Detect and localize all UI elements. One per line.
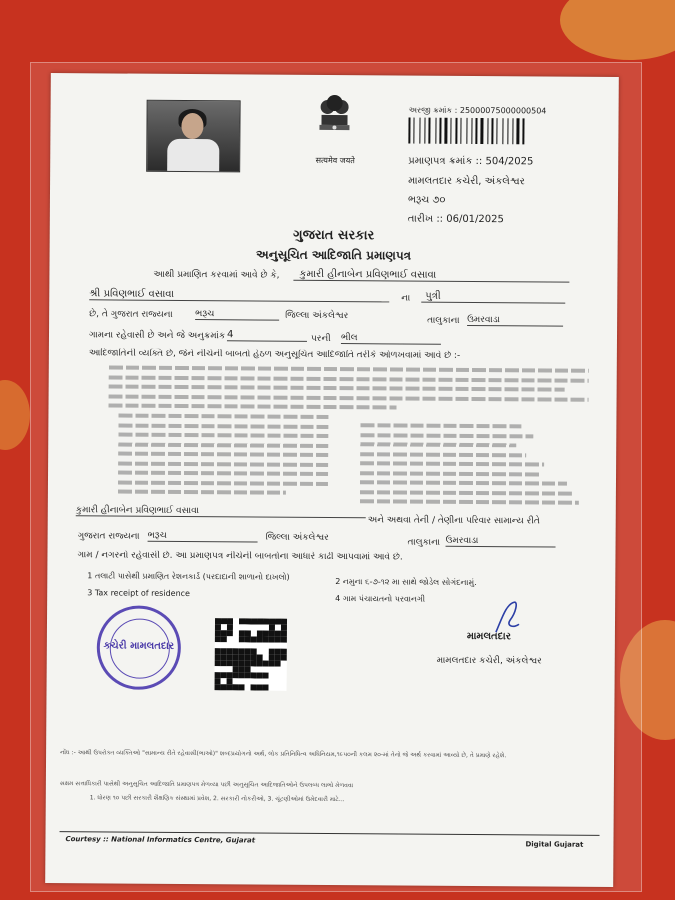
recognised-line: આદિજાતિની વ્યક્તિ છે, જેને નીચેની બાબતો હેઠળ અનુસૂચિત આદિજાતિ તરીકે ઓળખવામાં આવે છે :- <box>88 348 461 361</box>
barcode-bar <box>522 118 524 144</box>
note-1: નોંધ :- આથી ઉપરોક્ત વ્યક્તિઓ "સામાન્ય રીતે રહેવાસી(ભાઓ)" શબ્દપ્રયોગનો અર્થ, લોક પ્રતિનિધિત્વ અધિનિયમ,૧૯૫૦ની કલમ ૨૦-માં તેનો જે અર્થ કરવામાં આવ્યો છે, તે પ્રમાણે રહેશે. <box>60 749 507 760</box>
residence-taluka: અંકલેશ્વર <box>292 532 329 543</box>
certificate-number: પ્રમાણપત્ર ક્રમાંક :: 504/2025 <box>408 155 534 168</box>
certificate-title: અનુસૂચિત આદિજાતિ પ્રમાણપત્ર <box>256 247 412 263</box>
community: ભીલ <box>341 333 441 345</box>
barcode-bar <box>512 118 513 144</box>
issuing-office: મામલતદાર કચેરી, અંકલેશ્વર <box>408 175 525 188</box>
barcode-bar <box>419 118 420 144</box>
resident-prefix: છે, તે ગુજરાત રાજ્યના <box>89 309 173 320</box>
document-item-4: 4 ગામ પંચાયતનો પરવાનગી <box>335 594 426 604</box>
qr-module <box>281 685 287 691</box>
barcode-bar <box>504 118 506 144</box>
document-item-3: 3 Tax receipt of residence <box>87 588 191 599</box>
taluka-name: અંકલેશ્વર <box>312 310 349 322</box>
barcode-bar <box>448 118 449 144</box>
family-line: અને અથવા તેની / તેણીના પરિવાર સામાન્ય રીતે <box>367 515 540 527</box>
taluka-label: તાલુકાના <box>427 315 460 326</box>
basis-line: ગામ / નગરનો રહેવાસી છે. આ પ્રમાણપત્ર નીચેની બાબતોના આધારે કાઢી આપવામાં આવે છે. <box>77 550 403 563</box>
barcode-bar <box>450 118 451 144</box>
barcode-bar <box>424 118 425 144</box>
barcode-bar <box>458 118 459 144</box>
legal-provisions-left <box>118 414 329 501</box>
residence-taluka-label: તાલુકાના <box>407 537 441 548</box>
barcode-bar <box>435 118 436 144</box>
signatory-office: મામલતદાર કચેરી, અંકલેશ્વર <box>436 655 542 667</box>
document-item-2: 2 નમુના ૬-૭-૧૨ મા સાથે જોડેલ સોગંદનામું. <box>335 577 477 588</box>
certificate-document <box>45 73 619 887</box>
barcode-bar <box>471 118 472 144</box>
note-3: 1. ધોરણ ૧૦ પછી સરકારી શૈક્ષણિક સંસ્થામાં પ્રવેશ, 2. સરકારી નોકરીઓ, 3. ચૂંટણીઓમાં ઉમેદવારી માટે... <box>89 794 345 804</box>
barcode-bar <box>498 118 501 144</box>
barcode-bar <box>439 118 441 144</box>
serial-prefix: ગામના રહેવાસી છે અને જે અનુક્રમાંક <box>88 330 226 342</box>
barcode-bar <box>507 118 508 144</box>
qr-code <box>215 618 288 691</box>
village: ઉમરવાડા <box>467 315 563 327</box>
residence-prefix: ગુજરાત રાજ્યના <box>77 531 140 542</box>
barcode-bar <box>491 118 493 144</box>
applicant-name: કુમારી હીનાબેન પ્રવિણભાઈ વસાવા <box>293 269 569 283</box>
official-seal: કચેરી મામલતદાર <box>97 605 182 690</box>
barcode-bar <box>466 118 467 144</box>
barcode-bar <box>442 118 443 144</box>
intro-text: આથી પ્રમાણિત કરવામાં આવે છે કે, <box>153 269 280 281</box>
legal-provisions-right <box>360 423 591 510</box>
barcode-bar <box>431 118 434 144</box>
barcode-bar <box>413 118 414 144</box>
barcode-number: 25000075000000504 <box>459 105 547 116</box>
legal-provisions-list <box>108 365 588 416</box>
barcode-bar <box>408 118 410 144</box>
barcode-bar <box>444 118 447 144</box>
barcode-bar <box>520 118 521 144</box>
barcode-bar <box>489 118 490 144</box>
barcode-bar <box>473 118 474 144</box>
barcode-bar <box>455 118 457 144</box>
background-flower <box>0 380 30 450</box>
district-code: ભરૂચ ૭૦ <box>407 194 446 206</box>
holder-name: કુમારી હીનાબેન પ્રવિણભાઈ વસાવા <box>76 505 366 518</box>
barcode-bar <box>480 118 483 144</box>
serial-number: 4 <box>227 329 307 342</box>
parent-name: શ્રી પ્રવિણભાઈ વસાવા <box>89 288 389 302</box>
barcode-bar <box>421 118 423 144</box>
community-prefix: પરની <box>310 333 331 344</box>
barcode <box>408 118 566 145</box>
barcode-bar <box>478 118 479 144</box>
barcode-bar <box>462 118 465 144</box>
district-label: જિલ્લા અંકલેશ્વર <box>285 310 349 322</box>
barcode-bar <box>452 118 454 144</box>
note-2: સક્ષમ સત્તાધિકારી પાસેથી અનુસૂચિત આદિજાતિ પ્રમાણપત્ર મેળવ્યા પછી અનુસૂચિત આદિજાતિઓને ઉપલબ્ધ લાભો મેળવવા <box>59 780 354 790</box>
barcode-bar <box>494 118 495 144</box>
signatory-title: મામલતદાર <box>466 630 511 643</box>
barcode-bar <box>411 118 412 144</box>
background-flower <box>560 0 675 60</box>
barcode-bar <box>502 118 503 144</box>
digital-gujarat-text: Digital Gujarat <box>525 840 584 849</box>
barcode-bar <box>428 118 430 144</box>
residence-district-label: જિલ્લા અંકલેશ્વર <box>265 532 329 543</box>
ashoka-emblem-icon <box>315 93 353 155</box>
issue-date: તારીખ :: 06/01/2025 <box>407 213 504 226</box>
document-item-1: 1 તલાટી પાસેથી પ્રમાણિત રેશનકાર્ડ (પરદાદાની શાળાનો દાખલો) <box>87 571 290 582</box>
relation: પુત્રી <box>421 291 565 304</box>
government-title: ગુજરાત સરકાર <box>293 227 375 244</box>
barcode-label: અરજી ક્રમાંક : <box>408 105 458 115</box>
barcode-bar <box>475 118 477 144</box>
barcode-bar <box>426 118 427 144</box>
barcode-bar <box>415 118 418 144</box>
residence-village: ઉમરવાડા <box>446 536 556 548</box>
barcode-bar <box>460 118 461 144</box>
barcode-bar <box>516 118 519 144</box>
barcode-bar <box>437 118 438 144</box>
applicant-photo <box>146 100 241 173</box>
emblem-motto: सत्यमेव जयते <box>315 155 355 166</box>
barcode-bar <box>514 118 515 144</box>
barcode-bar <box>496 118 497 144</box>
residence-district: ભરૂચ <box>148 531 258 543</box>
barcode-bar <box>509 118 511 144</box>
courtesy-text: Courtesy :: National Informatics Centre, Gujarat <box>65 835 256 845</box>
barcode-bar <box>468 118 470 144</box>
district: ભરૂચ <box>195 309 279 321</box>
barcode-bar <box>484 118 486 144</box>
barcode-caption <box>409 106 547 117</box>
relation-prefix: ના <box>401 293 411 304</box>
barcode-bar <box>487 118 488 144</box>
